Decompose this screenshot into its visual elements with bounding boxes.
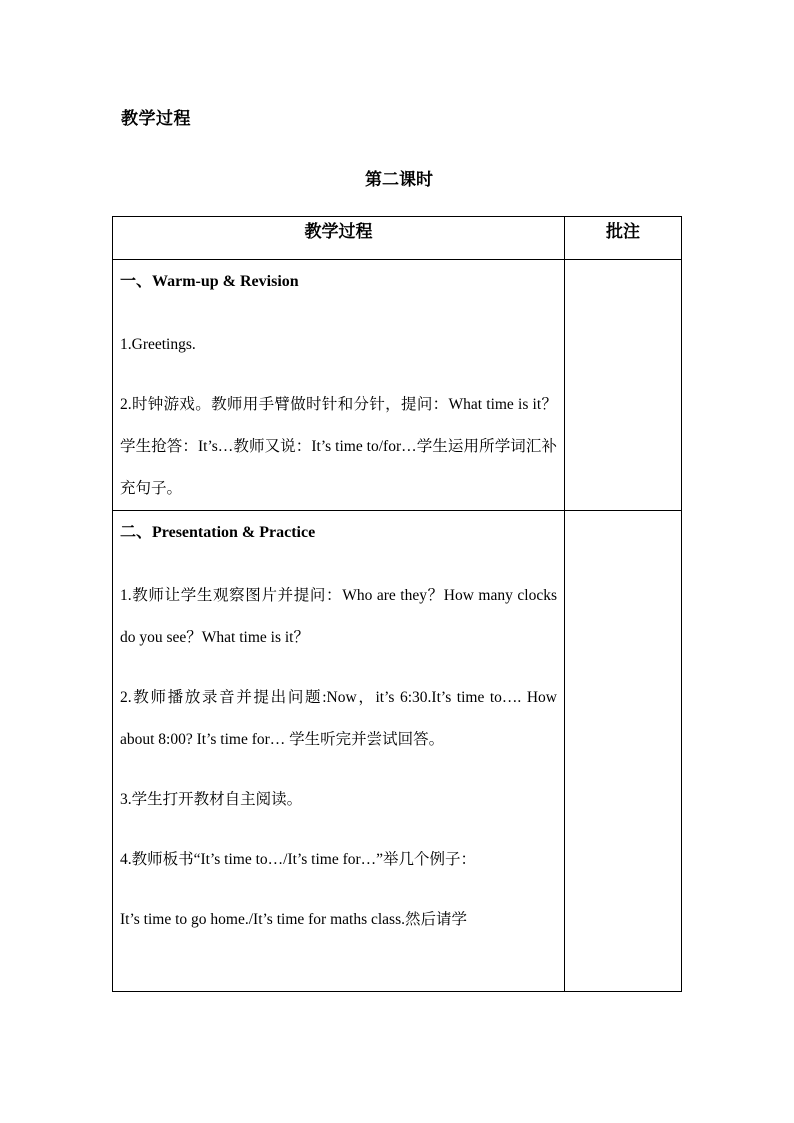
header-process: 教学过程	[113, 217, 565, 260]
paragraph: 2.教师播放录音并提出问题:Now，it’s 6:30.It’s time to…. How about 8:00? It’s time for… 学生听完并尝试回答。	[120, 689, 557, 748]
header-notes: 批注	[565, 217, 682, 260]
lesson-title: 第二课时	[365, 170, 433, 189]
section-title: 一、Warm-up & Revision	[120, 273, 299, 290]
paragraph: 2.时钟游戏。教师用手臂做时针和分针，提问：What time is it？学生抢答：It’s…教师又说：It’s time to/for…学生运用所学词汇补充句子。	[120, 396, 557, 497]
notes-cell	[565, 511, 682, 992]
paragraph: 1.教师让学生观察图片并提问：Who are they？How many clocks do you see？What time is it？	[120, 587, 557, 646]
section-cell	[113, 260, 565, 511]
table-header-row	[113, 217, 682, 260]
document-heading: 教学过程	[121, 109, 191, 128]
section-title: 二、Presentation & Practice	[120, 524, 316, 541]
table-row	[113, 511, 682, 992]
notes-cell	[565, 260, 682, 511]
paragraph: 4.教师板书“It’s time to…/It’s time for…”举几个例子：	[120, 851, 477, 868]
paragraph: It’s time to go home./It’s time for maths class.然后请学	[120, 911, 467, 928]
paragraph: 3.学生打开教材自主阅读。	[120, 791, 303, 808]
paragraph: 1.Greetings.	[120, 336, 196, 353]
section-cell	[113, 511, 565, 992]
lesson-plan-table	[112, 216, 682, 992]
table-row	[113, 260, 682, 511]
